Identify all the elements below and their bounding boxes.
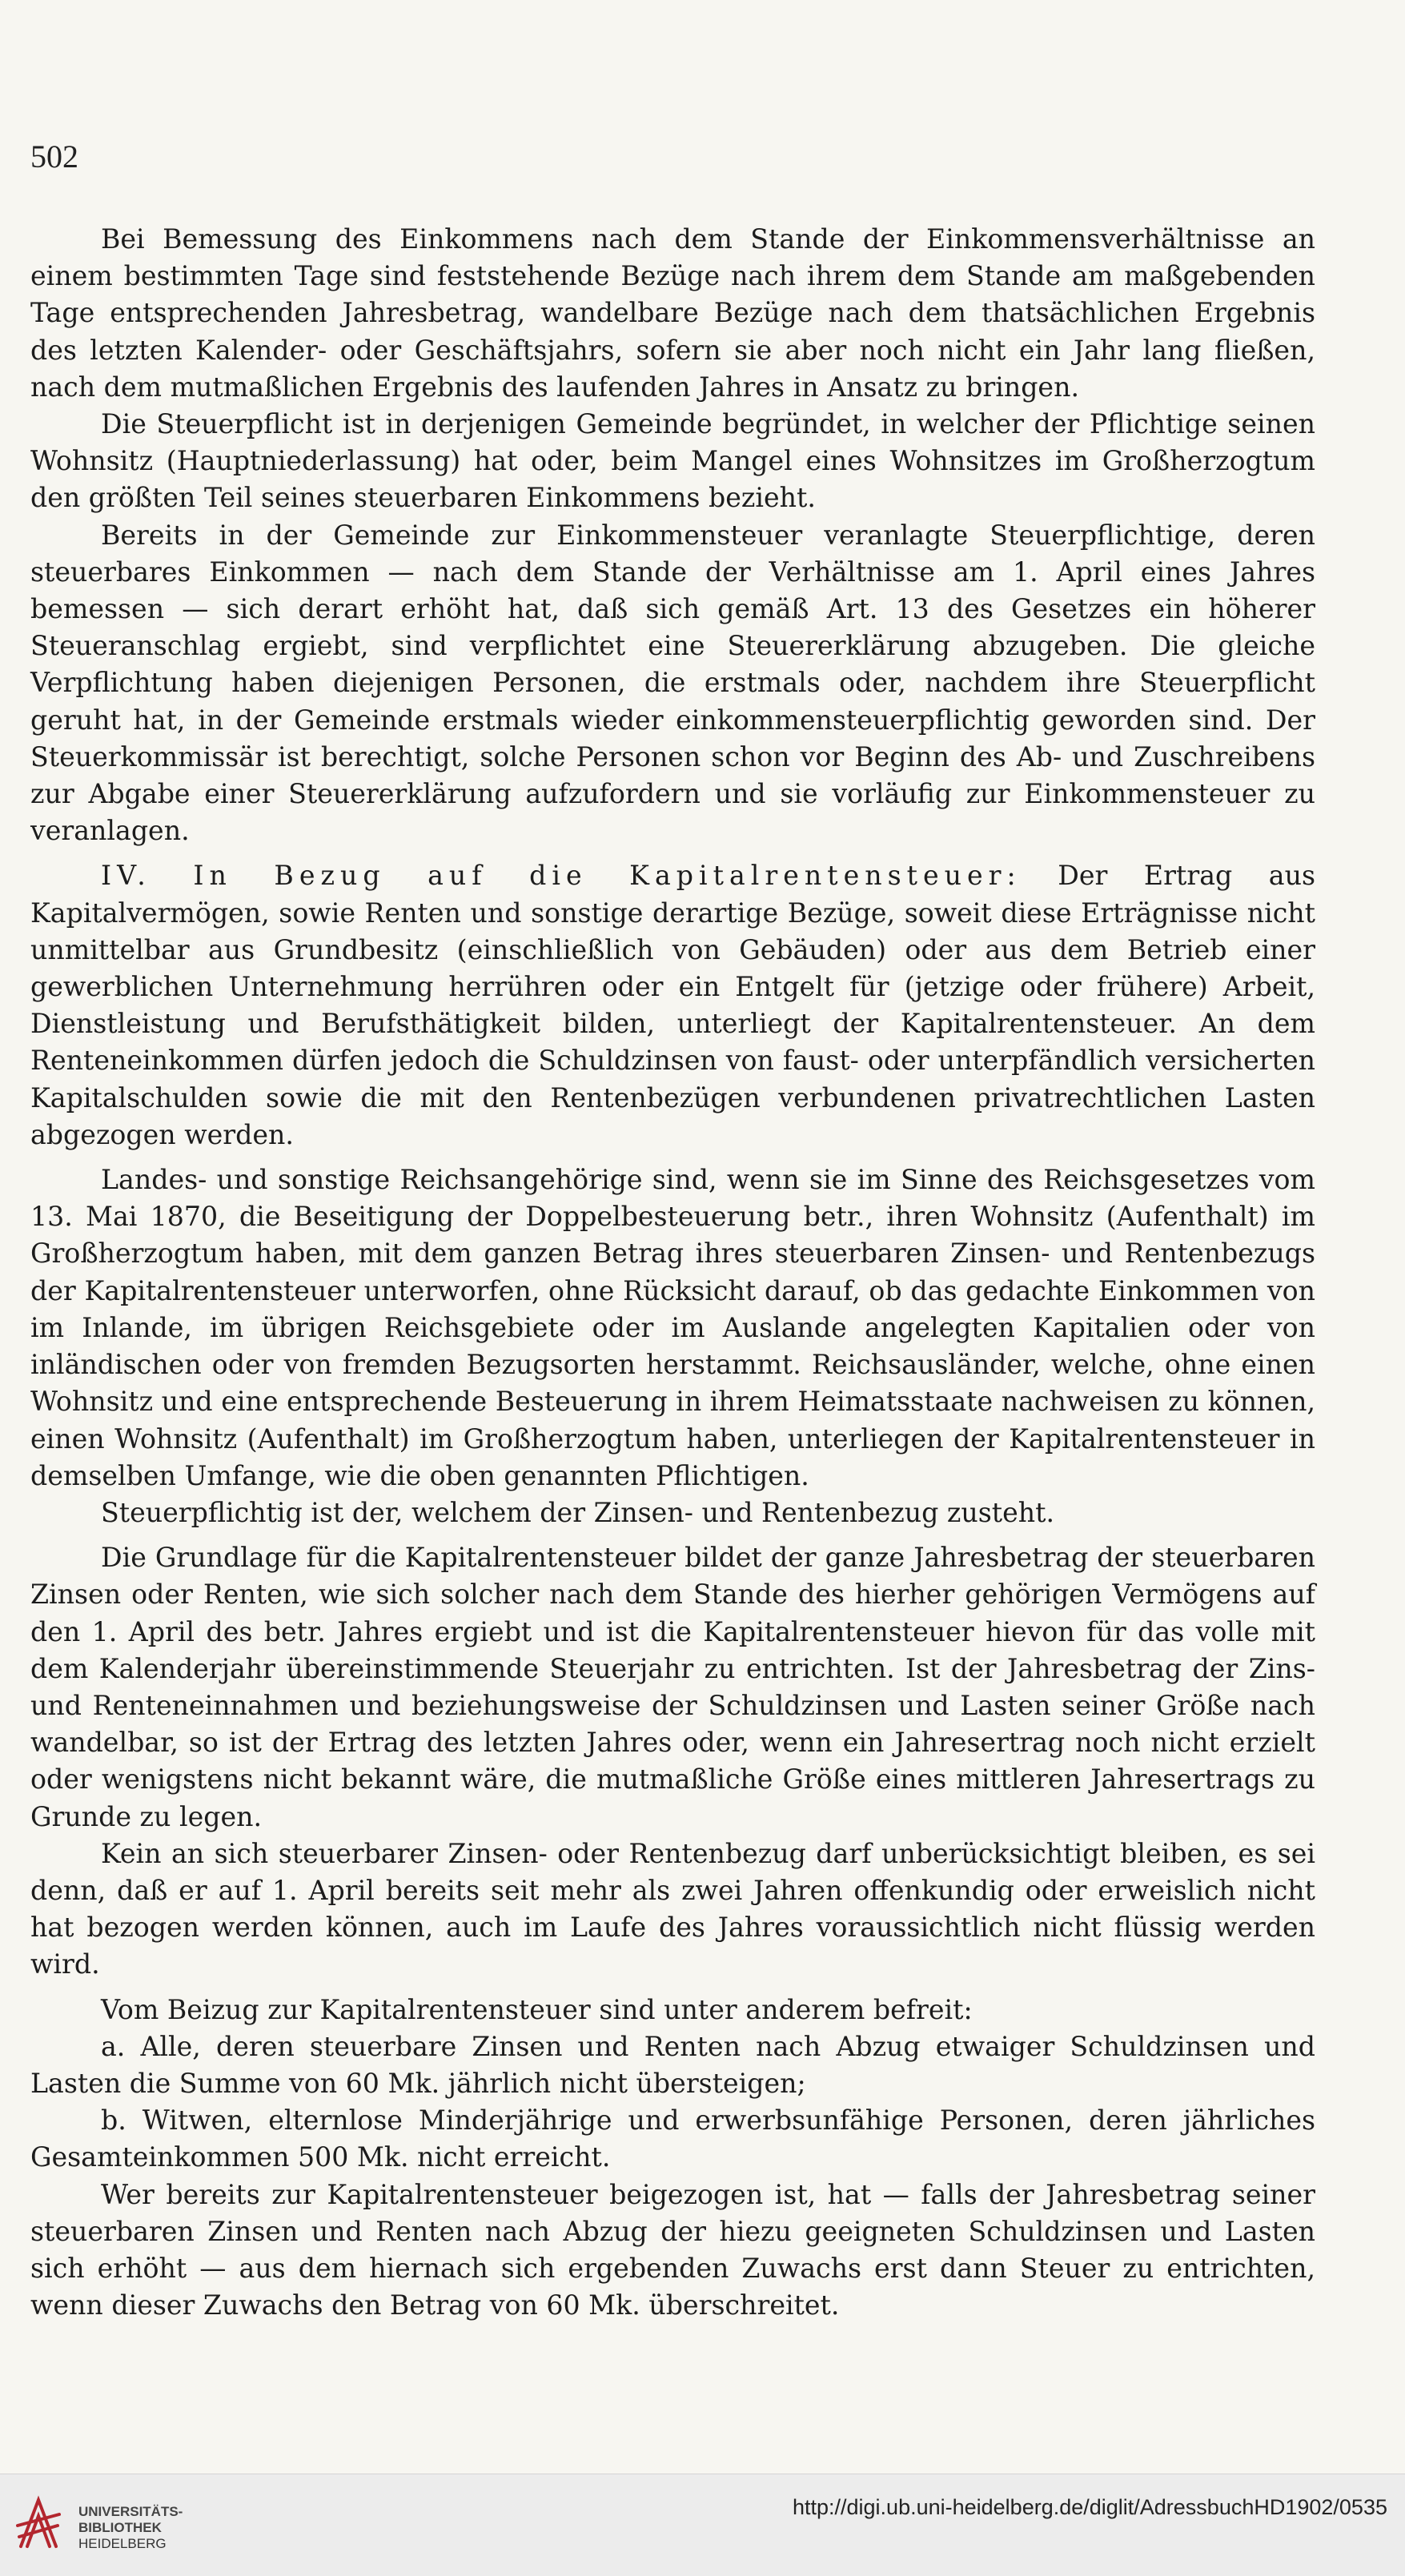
paragraph-tax-liability: Die Steuerpflicht ist in derjenigen Gemeinde begründet, in welcher der Pflichtige seinen Wohnsitz (Hauptniederlassung) hat oder, beim Mangel eines Wohnsitzes im Großherzogtum den größten Teil seines steuerbaren Einkommens bezieht. (30, 408, 1315, 514)
footer-bar (0, 2474, 1405, 2576)
paragraph-increase-rule: Wer bereits zur Kapitalrentensteuer beigezogen ist, hat — falls der Jahresbetrag seiner steuerbaren Zinsen und Renten nach Abzug der hiezu geeigneten Schuldzinsen und Lasten sich erhöht — aus dem hiernach sich ergebenden Zuwachs erst dann Steuer zu entrichten, wenn dieser Zuwachs den Betrag von 60 Mk. überschreitet. (30, 2178, 1315, 2321)
paragraph-exemptions-intro: Vom Beizug zur Kapitalrentensteuer sind unter anderem befreit: (101, 1993, 973, 2025)
library-name-line-2: BIBLIOTHEK (78, 2520, 162, 2535)
section-iv-intro: Der Ertrag aus Kapitalvermögen, sowie Renten und sonstige derartige Bezüge, soweit diese Erträgnisse nicht unmittelbar aus Grundbesitz (einschließlich von Gebäuden) oder aus dem Betrieb einer gewerblichen Unternehmung herrühren oder ein Entgelt für (jetzige oder frühere) Arbeit, Dienstleistung und Berufsthätigkeit bilden, unterliegt der Kapitalrentensteuer. An dem Renteneinkommen dürfen jedoch die Schuldzinsen von faust- oder unterpfändlich versicherten Kapitalschulden sowie die mit den Rentenbezügen verbundenen privatrechtlichen Lasten abgezogen werden. (30, 860, 1315, 1150)
library-name-line-1: UNIVERSITÄTS- (78, 2504, 183, 2519)
paragraph-tax-declaration: Bereits in der Gemeinde zur Einkommensteuer veranlagte Steuerpflichtige, deren steuerbares Einkommen — nach dem Stande der Verhältnisse am 1. April eines Jahres bemessen — sich derart erhöht hat, daß sich gemäß Art. 13 des Gesetzes ein höherer Steueranschlag ergiebt, sind verpflichtet eine Steuererklärung abzugeben. Die gleiche Verpflichtung haben diejenigen Personen, die erstmals oder, nachdem ihre Steuerpflicht geruht hat, in der Gemeinde erstmals wieder einkommensteuerpflichtig geworden sind. Der Steuerkommissär ist berechtigt, solche Personen schon vor Beginn des Ab- und Zuschreibens zur Abgabe einer Steuererklärung aufzufordern und sie vorläufig zur Einkommensteuer zu veranlagen. (30, 519, 1315, 847)
paragraph-income-assessment: Bei Bemessung des Einkommens nach dem Stande der Einkommensverhältnisse an einem bestimmten Tage sind feststehende Bezüge nach ihrem dem Stande am maßgebenden Tage entsprechenden Jahresbetrag, wandelbare Bezüge nach dem thatsächlichen Ergebnis des letzten Kalender- oder Geschäftsjahrs, sofern sie aber noch nicht ein Jahr lang fließen, nach dem mutmaßlichen Ergebnis des laufenden Jahres in Ansatz zu bringen. (30, 223, 1315, 403)
page-body (30, 221, 1315, 2324)
exemption-item-a: a. Alle, deren steuerbare Zinsen und Renten nach Abzug etwaiger Schuldzinsen und Lasten die Summe von 60 Mk. jährlich nicht übersteigen; (30, 2030, 1315, 2099)
permalink-url[interactable]: http://digi.ub.uni-heidelberg.de/diglit/AdressbuchHD1902/0535 (792, 2495, 1387, 2519)
library-name (78, 2504, 183, 2552)
library-logo-icon (14, 2490, 62, 2553)
exemption-item-b: b. Witwen, elternlose Minderjährige und erwerbsunfähige Personen, deren jährliches Gesamteinkommen 500 Mk. nicht erreicht. (30, 2105, 1315, 2173)
section-iv-paragraph (30, 857, 1315, 1154)
page-number: 502 (30, 138, 78, 175)
section-iv-heading: IV. In Bezug auf die Kapitalrentensteuer: (101, 860, 1022, 892)
paragraph-tax-basis: Die Grundlage für die Kapitalrentensteuer bildet der ganze Jahresbetrag der steuerbaren Zinsen oder Renten, wie sich solcher nach dem Stande des hierher gehörigen Vermögens auf den 1. April des betr. Jahres ergiebt und ist die Kapitalrentensteuer hievon für das volle mit dem Kalenderjahr übereinstimmende Steuerjahr zu entrichten. Ist der Jahresbetrag der Zins- und Renteneinnahmen und beziehungsweise der Schuldzinsen und Lasten seiner Größe nach wandelbar, so ist der Ertrag des letzten Jahres oder, wenn ein Jahresertrag noch nicht erzielt oder wenigstens nicht bekannt wäre, die mutmaßliche Größe eines mittleren Jahresertrags zu Grunde zu legen. (30, 1542, 1315, 1832)
paragraph-taxpayer: Steuerpflichtig ist der, welchem der Zinsen- und Rentenbezug zusteht. (101, 1496, 1055, 1528)
library-name-line-3: HEIDELBERG (78, 2536, 167, 2551)
paragraph-residents: Landes- und sonstige Reichsangehörige sind, wenn sie im Sinne des Reichsgesetzes vom 13. Mai 1870, die Beseitigung der Doppelbesteuerung betr., ihren Wohnsitz (Aufenthalt) im Großherzogtum haben, mit dem ganzen Betrag ihres steuerbaren Zinsen- und Rentenbezugs der Kapitalrentensteuer unterworfen, ohne Rücksicht darauf, ob das gedachte Einkommen von im Inlande, im übrigen Reichsgebiete oder im Auslande angelegten Kapitalien oder von inländischen oder von fremden Bezugsorten herstammt. Reichsausländer, welche, ohne einen Wohnsitz und eine entsprechende Besteuerung in ihrem Heimatsstaate nachweisen zu können, einen Wohnsitz (Aufenthalt) im Großherzogtum haben, unterliegen der Kapitalrentensteuer in demselben Umfange, wie die oben genannten Pflichtigen. (30, 1164, 1315, 1491)
paragraph-no-exemption: Kein an sich steuerbarer Zinsen- oder Rentenbezug darf unberücksichtigt bleiben, es sei denn, daß er auf 1. April bereits seit mehr als zwei Jahren offenkundig oder erweislich nicht hat bezogen werden können, auch im Laufe des Jahres voraussichtlich nicht flüssig werden wird. (30, 1837, 1315, 1980)
